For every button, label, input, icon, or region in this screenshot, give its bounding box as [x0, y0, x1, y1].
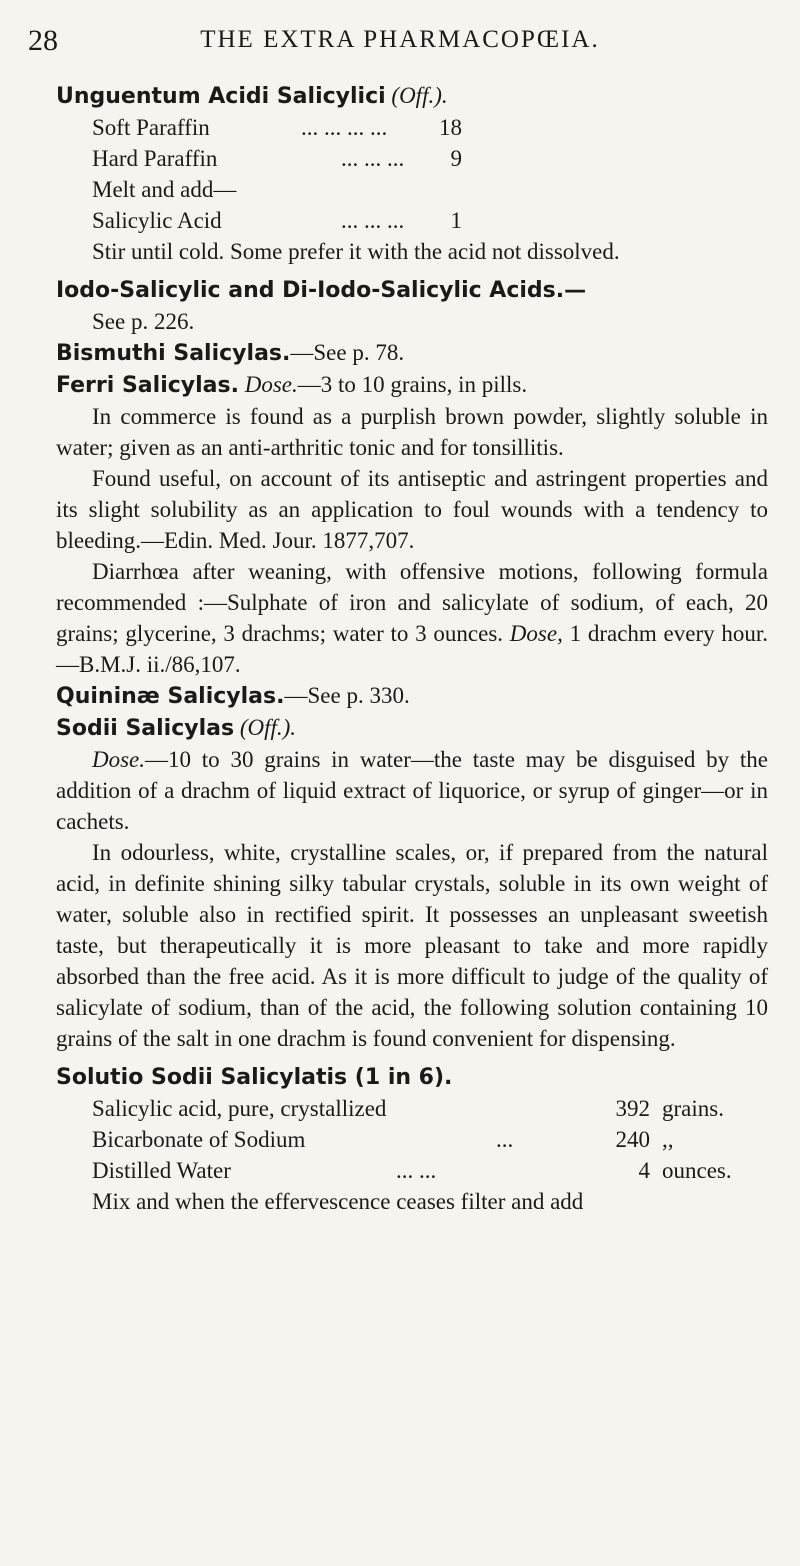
ingredient-qty: 4 [638, 1158, 650, 1183]
entry-heading: Iodo-Salicylic and Di-Iodo-Salicylic Acids.— [56, 278, 587, 303]
ingredient-unit: ,, [662, 1127, 674, 1152]
paragraph-text: 1 drachm every hour.—B.M.J. ii./86,107. [56, 621, 769, 677]
ingredient-row [56, 143, 768, 174]
ingredient-row [56, 112, 768, 143]
entry-heading: Quininæ Salicylas. [56, 684, 285, 709]
entry-heading: Sodii Salicylas [56, 716, 235, 741]
ingredient-qty: 9 [450, 146, 462, 171]
ingredient-name: Salicylic Acid [92, 208, 222, 233]
entry-iodo-salicylic [56, 275, 768, 337]
dose-text: —3 to 10 grains, in pills. [297, 372, 528, 397]
ingredient-row [56, 1093, 768, 1124]
ingredient-unit: grains. [662, 1096, 724, 1121]
running-head [28, 24, 772, 64]
ingredient-name: Soft Paraffin [92, 115, 210, 140]
entry-sodii [56, 712, 768, 1054]
ingredient-name: Bicarbonate of Sodium [92, 1127, 306, 1152]
paragraph: Stir until cold. Some prefer it with the acid not dissolved. [92, 239, 620, 264]
paragraph: Found useful, on account of its antiseptic and astringent properties and its slight solubility as an application to foul wounds with a tendency to bleeding.—Edin. Med. Jour. 1877,707. [56, 466, 768, 553]
entry-heading: Solutio Sodii Salicylatis (1 in 6). [56, 1065, 453, 1090]
ingredient-name: Distilled Water [92, 1158, 231, 1183]
dose-text: —10 to 30 grains in water—the taste may be disguised by the addition of a drachm of liquid extract of liquorice, or syrup of ginger—or in cachets. [56, 747, 768, 834]
entry-heading: Bismuthi Salicylas. [56, 341, 291, 366]
entry-quininae [56, 680, 768, 712]
instruction: Melt and add— [92, 177, 237, 202]
leader-dots: ... ... [396, 1158, 437, 1183]
ingredient-qty: 1 [450, 208, 462, 233]
paragraph: In odourless, white, crystalline scales, or, if prepared from the natural acid, in definite shining silky tabular crystals, soluble in its own weight of water, soluble also in rectified spirit. It possesses an unpleasant sweetish taste, but therapeutically it is more pleasant to take and more rapidly absorbed than the free acid. As it is more difficult to judge of the quality of salicylate of sodium, than of the acid, the following solution containing 10 grains of the salt in one drachm is found convenient for dispensing. [56, 840, 768, 1051]
paragraph: In commerce is found as a purplish brown powder, slightly soluble in water; given as an anti-arthritic tonic and for tonsillitis. [56, 404, 768, 460]
ingredient-name: Hard Paraffin [92, 146, 218, 171]
ingredient-qty: 240 [615, 1127, 650, 1152]
official-mark: (Off.). [239, 715, 297, 740]
leader-dots: ... ... ... [341, 208, 405, 233]
paragraph [56, 556, 768, 680]
page-number: 28 [28, 24, 58, 57]
running-title: THE EXTRA PHARMACOPŒIA. [200, 26, 600, 53]
text-column [56, 80, 768, 1217]
dose-label: Dose. [92, 747, 146, 772]
leader-dots: ... [496, 1127, 514, 1152]
dose-label: Dose. [244, 372, 298, 397]
ingredient-row [56, 1155, 768, 1186]
entry-heading: Ferri Salicylas. [56, 373, 239, 398]
leader-dots: ... ... ... ... [301, 115, 388, 140]
ingredient-unit: ounces. [662, 1158, 732, 1183]
official-mark: (Off.). [391, 83, 448, 108]
ingredient-row [56, 205, 768, 236]
entry-bismuthi [56, 337, 768, 369]
cross-reference: —See p. 78. [290, 340, 405, 365]
entry-solutio [56, 1062, 768, 1217]
paragraph [56, 744, 768, 837]
cross-reference: See p. 226. [92, 309, 195, 334]
ingredient-qty: 18 [439, 115, 462, 140]
leader-dots: ... ... ... [341, 146, 405, 171]
dose-label: Dose, [509, 621, 563, 646]
cross-reference: —See p. 330. [284, 683, 410, 708]
paragraph-text: Diarrhœa after weaning, with offensive motions, following formula recommended :—Sulphate of iron and salicylate of sodium, of each, 20 grains; glycerine, 3 drachms; water to 3 ounces. [56, 559, 768, 646]
entry-heading: Unguentum Acidi Salicylici [56, 84, 386, 109]
ingredient-qty: 392 [615, 1096, 650, 1121]
entry-unguentum [56, 80, 768, 267]
ingredient-row [56, 1124, 768, 1155]
paragraph: Mix and when the effervescence ceases filter and add [92, 1189, 584, 1214]
entry-ferri [56, 369, 768, 680]
ingredient-name: Salicylic acid, pure, crystallized [92, 1096, 387, 1121]
